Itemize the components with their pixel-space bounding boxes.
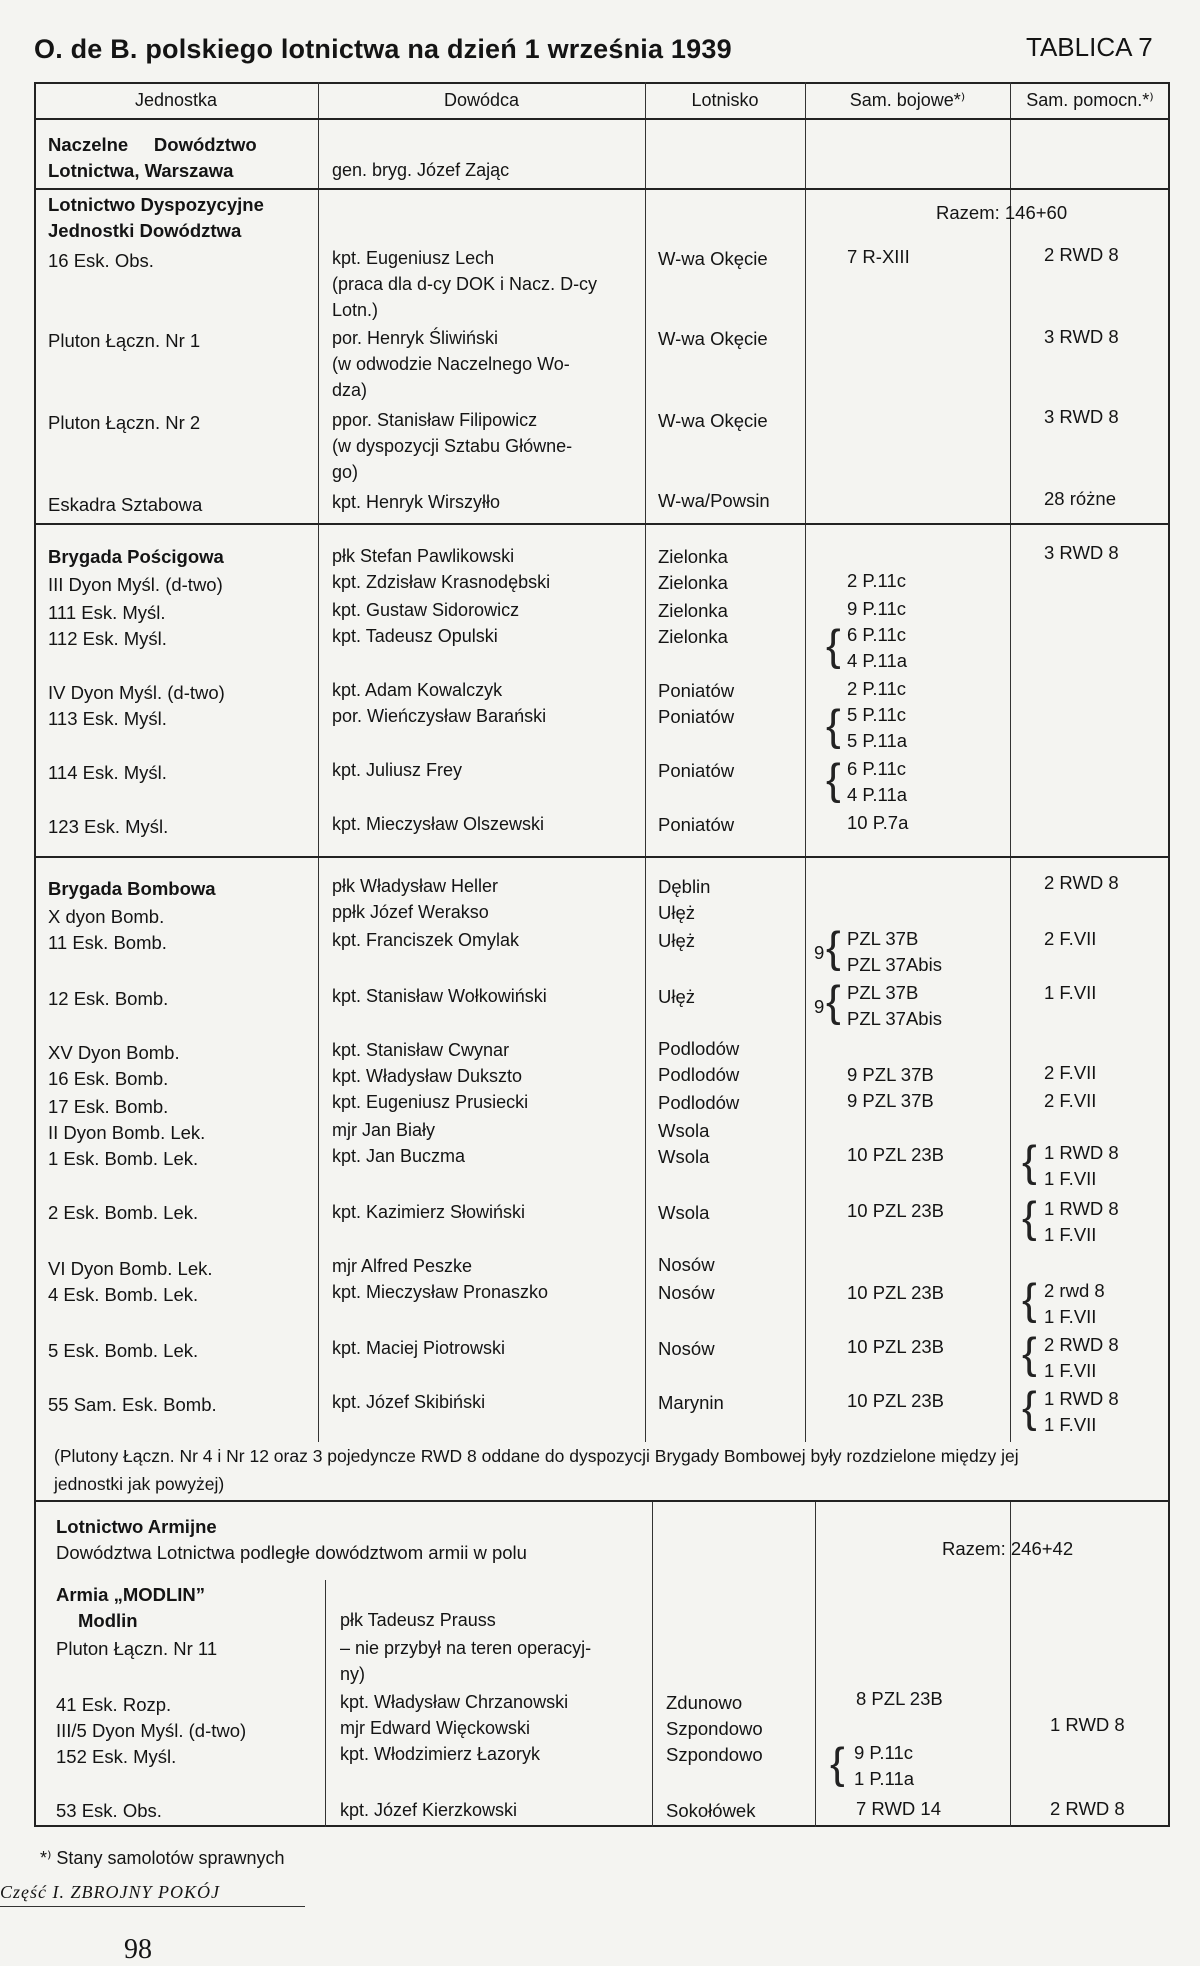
col-divider	[805, 82, 806, 1442]
unit-name: 1 Esk. Bomb. Lek.	[48, 1148, 199, 1169]
unit-name: Eskadra Sztabowa	[48, 494, 203, 515]
commander: kpt. Mieczysław Pronaszko	[332, 1282, 549, 1302]
brace-glyph: {	[830, 1739, 845, 1788]
col-header-sam-bojowe: Sam. bojowe*⁾	[849, 90, 966, 110]
unit-name: 53 Esk. Obs.	[56, 1800, 162, 1821]
combat-aircraft: 5 P.11c	[847, 704, 906, 725]
airfield: Zielonka	[658, 626, 728, 647]
combat-aircraft: 1 P.11a	[854, 1768, 915, 1789]
commander: gen. bryg. Józef Zając	[332, 160, 510, 180]
brace-glyph: {	[826, 977, 841, 1026]
commander: kpt. Józef Skibiński	[332, 1392, 486, 1412]
unit-name: 114 Esk. Myśl.	[48, 762, 167, 783]
col-header-lotnisko: Lotnisko	[691, 90, 759, 110]
commander-note: ny)	[340, 1664, 366, 1684]
col-divider	[318, 82, 319, 1442]
airfield: Nosów	[658, 1254, 715, 1275]
section-rule	[34, 523, 1170, 525]
commander-note: – nie przybył na teren operacyj-	[340, 1638, 592, 1658]
commander: kpt. Józef Kierzkowski	[340, 1800, 518, 1820]
commander: kpt. Tadeusz Opulski	[332, 626, 498, 646]
commander-note: dza)	[332, 380, 368, 400]
brace-glyph: {	[1022, 1275, 1037, 1324]
commander-note: (w odwodzie Naczelnego Wo-	[332, 354, 570, 374]
page-title: O. de B. polskiego lotnictwa na dzień 1 września 1939	[34, 34, 732, 64]
commander: płk Władysław Heller	[332, 876, 499, 896]
combat-aircraft: 2 P.11c	[847, 570, 906, 591]
airfield: Marynin	[658, 1392, 724, 1413]
airfield: Poniatów	[658, 706, 735, 727]
col-divider	[652, 1500, 653, 1827]
aux-aircraft: 2 RWD 8	[1044, 872, 1119, 893]
airfield: Ułęż	[658, 902, 696, 923]
commander: kpt. Stanisław Wołkowiński	[332, 986, 547, 1006]
airfield: Nosów	[658, 1282, 715, 1303]
razem-total: Razem: 146+60	[936, 202, 1068, 223]
commander: płk Stefan Pawlikowski	[332, 546, 515, 566]
brace-glyph: {	[1022, 1329, 1037, 1378]
section-rule	[34, 188, 1170, 190]
section-title: Lotnictwo Dyspozycyjne	[48, 194, 264, 215]
commander: kpt. Stanisław Cwynar	[332, 1040, 510, 1060]
aux-aircraft: 1 RWD 8	[1044, 1388, 1119, 1409]
commander: mjr Alfred Peszke	[332, 1256, 473, 1276]
commander-note: go)	[332, 462, 359, 482]
combat-aircraft: 10 PZL 23B	[847, 1336, 945, 1357]
combat-aircraft: PZL 37B	[847, 928, 919, 949]
commander: kpt. Franciszek Omylak	[332, 930, 520, 950]
combat-aircraft: PZL 37Abis	[847, 1008, 942, 1029]
aux-aircraft: 2 F.VII	[1044, 1062, 1097, 1083]
brace-glyph: {	[1022, 1193, 1037, 1242]
brace-glyph: {	[826, 755, 841, 804]
unit-name: 17 Esk. Bomb.	[48, 1096, 169, 1117]
combat-aircraft: 8 PZL 23B	[856, 1688, 943, 1709]
aircraft-count: 9	[814, 996, 825, 1017]
unit-name: 11 Esk. Bomb.	[48, 932, 167, 953]
aux-aircraft: 2 F.VII	[1044, 1090, 1097, 1111]
table-note: (Plutony Łączn. Nr 4 i Nr 12 oraz 3 pojedyncze RWD 8 oddane do dyspozycji Brygady Bombowej były rozdzielone między jej	[54, 1446, 1019, 1466]
airfield: Szpondowo	[666, 1744, 763, 1765]
unit-name: Lotnictwa, Warszawa	[48, 160, 234, 181]
unit-name: VI Dyon Bomb. Lek.	[48, 1258, 213, 1279]
aux-aircraft: 2 rwd 8	[1044, 1280, 1105, 1301]
section-rule	[34, 1500, 1170, 1502]
aux-aircraft: 1 F.VII	[1044, 1414, 1097, 1435]
commander-note: (w dyspozycji Sztabu Główne-	[332, 436, 573, 456]
aux-aircraft: 1 F.VII	[1044, 1168, 1097, 1189]
commander: kpt. Gustaw Sidorowicz	[332, 600, 520, 620]
unit-name: Naczelne Dowództwo	[48, 134, 257, 155]
unit-name: 55 Sam. Esk. Bomb.	[48, 1394, 217, 1415]
airfield: Podlodów	[658, 1038, 740, 1059]
unit-name: X dyon Bomb.	[48, 906, 165, 927]
aux-aircraft: 1 F.VII	[1044, 982, 1097, 1003]
unit-name: 12 Esk. Bomb.	[48, 988, 169, 1009]
airfield: W-wa/Powsin	[658, 490, 770, 511]
table-label: TABLICA 7	[1026, 32, 1153, 62]
col-header-sam-pomocn: Sam. pomocn.*⁾	[1026, 90, 1154, 110]
army-name: Armia „MODLIN”	[56, 1584, 206, 1605]
commander: kpt. Juliusz Frey	[332, 760, 463, 780]
combat-aircraft: PZL 37B	[847, 982, 919, 1003]
airfield: Podlodów	[658, 1092, 740, 1113]
combat-aircraft: 2 P.11c	[847, 678, 906, 699]
brace-glyph: {	[826, 621, 841, 670]
commander: ppłk Józef Werakso	[332, 902, 489, 922]
airfield: Poniatów	[658, 814, 735, 835]
col-divider	[645, 82, 646, 1442]
aux-aircraft: 1 RWD 8	[1044, 1142, 1119, 1163]
unit-name: 111 Esk. Myśl.	[48, 602, 166, 623]
col-divider	[815, 1500, 816, 1827]
table-note: jednostki jak powyżej)	[54, 1474, 225, 1494]
aux-aircraft: 1 F.VII	[1044, 1224, 1097, 1245]
airfield: Ułęż	[658, 986, 696, 1007]
footer-rule	[0, 1906, 305, 1907]
brace-glyph: {	[1022, 1137, 1037, 1186]
unit-name: 113 Esk. Myśl.	[48, 708, 167, 729]
combat-aircraft: 10 PZL 23B	[847, 1200, 945, 1221]
aux-aircraft: 1 RWD 8	[1050, 1714, 1125, 1735]
unit-name: 152 Esk. Myśl.	[56, 1746, 177, 1767]
aux-aircraft: 1 F.VII	[1044, 1306, 1097, 1327]
aux-aircraft: 2 F.VII	[1044, 928, 1097, 949]
commander-note: (praca dla d-cy DOK i Nacz. D-cy	[332, 274, 598, 294]
unit-name: 16 Esk. Bomb.	[48, 1068, 169, 1089]
airfield: W-wa Okęcie	[658, 248, 768, 269]
table-frame	[34, 82, 1170, 1827]
airfield: Zielonka	[658, 546, 728, 567]
section-title: Jednostki Dowództwa	[48, 220, 242, 241]
airfield: Sokołówek	[666, 1800, 756, 1821]
commander: kpt. Włodzimierz Łazoryk	[340, 1744, 541, 1764]
unit-name: 16 Esk. Obs.	[48, 250, 154, 271]
unit-name: 5 Esk. Bomb. Lek.	[48, 1340, 199, 1361]
airfield: W-wa Okęcie	[658, 328, 768, 349]
commander: kpt. Kazimierz Słowiński	[332, 1202, 526, 1222]
airfield: Nosów	[658, 1338, 715, 1359]
airfield: Wsola	[658, 1202, 710, 1223]
unit-name: 123 Esk. Myśl.	[48, 816, 169, 837]
aux-aircraft: 2 RWD 8	[1044, 1334, 1119, 1355]
aux-aircraft: 1 F.VII	[1044, 1360, 1097, 1381]
col-header-jednostka: Jednostka	[134, 90, 218, 110]
unit-name: II Dyon Bomb. Lek.	[48, 1122, 206, 1143]
airfield: Szpondowo	[666, 1718, 763, 1739]
unit-name: 2 Esk. Bomb. Lek.	[48, 1202, 199, 1223]
airfield: Zielonka	[658, 600, 728, 621]
airfield: Wsola	[658, 1120, 710, 1141]
section-rule	[34, 856, 1170, 858]
airfield: Ułęż	[658, 930, 696, 951]
aux-aircraft: 3 RWD 8	[1044, 406, 1119, 427]
combat-aircraft: 6 P.11c	[847, 624, 906, 645]
commander: kpt. Mieczysław Olszewski	[332, 814, 545, 834]
airfield: Zdunowo	[666, 1692, 743, 1713]
aux-aircraft: 2 RWD 8	[1050, 1798, 1125, 1819]
commander: kpt. Władysław Dukszto	[332, 1066, 523, 1086]
unit-name: 41 Esk. Rozp.	[56, 1694, 172, 1715]
commander: kpt. Jan Buczma	[332, 1146, 466, 1166]
combat-aircraft: 7 R-XIII	[847, 246, 910, 267]
combat-aircraft: 10 PZL 23B	[847, 1390, 945, 1411]
aux-aircraft: 28 różne	[1044, 488, 1116, 509]
brace-glyph: {	[826, 923, 841, 972]
combat-aircraft: 7 RWD 14	[856, 1798, 941, 1819]
aircraft-count: 9	[814, 942, 825, 963]
commander: kpt. Maciej Piotrowski	[332, 1338, 506, 1358]
aux-aircraft: 1 RWD 8	[1044, 1198, 1119, 1219]
airfield: Wsola	[658, 1146, 710, 1167]
army-name: Modlin	[78, 1610, 138, 1631]
combat-aircraft: 4 P.11a	[847, 784, 908, 805]
unit-name: Pluton Łączn. Nr 1	[48, 330, 201, 351]
commander: por. Henryk Śliwiński	[332, 328, 499, 348]
footnote: *⁾ Stany samolotów sprawnych	[40, 1848, 285, 1868]
unit-name: 4 Esk. Bomb. Lek.	[48, 1284, 199, 1305]
combat-aircraft: PZL 37Abis	[847, 954, 942, 975]
commander: por. Wieńczysław Barański	[332, 706, 547, 726]
combat-aircraft: 10 PZL 23B	[847, 1144, 945, 1165]
col-divider	[1010, 82, 1011, 1442]
airfield: Poniatów	[658, 760, 735, 781]
commander: kpt. Eugeniusz Lech	[332, 248, 495, 268]
unit-name: 112 Esk. Myśl.	[48, 628, 167, 649]
combat-aircraft: 9 PZL 37B	[847, 1090, 934, 1111]
commander: mjr Edward Więckowski	[340, 1718, 531, 1738]
brace-glyph: {	[1022, 1383, 1037, 1432]
airfield: W-wa Okęcie	[658, 410, 768, 431]
commander-note: Lotn.)	[332, 300, 379, 320]
page-number: 98	[124, 1934, 152, 1965]
aux-aircraft: 3 RWD 8	[1044, 542, 1119, 563]
combat-aircraft: 4 P.11a	[847, 650, 908, 671]
section-subtitle: Dowództwa Lotnictwa podległe dowództwom armii w polu	[56, 1542, 527, 1563]
header-rule	[34, 118, 1170, 120]
col-divider	[325, 1580, 326, 1827]
brace-glyph: {	[826, 701, 841, 750]
unit-name: Pluton Łączn. Nr 2	[48, 412, 201, 433]
combat-aircraft: 10 PZL 23B	[847, 1282, 945, 1303]
section-title: Lotnictwo Armijne	[56, 1516, 217, 1537]
col-header-dowodca: Dowódca	[443, 90, 520, 110]
unit-name: III/5 Dyon Myśl. (d-two)	[56, 1720, 247, 1741]
aux-aircraft: 2 RWD 8	[1044, 244, 1119, 265]
running-head: Część I. ZBROJNY POKÓJ	[0, 1882, 220, 1902]
commander: kpt. Henryk Wirszyłło	[332, 492, 501, 512]
airfield: Dęblin	[658, 876, 711, 897]
commander: kpt. Władysław Chrzanowski	[340, 1692, 569, 1712]
commander: ppor. Stanisław Filipowicz	[332, 410, 538, 430]
combat-aircraft: 10 P.7a	[847, 812, 909, 833]
unit-name: Brygada Pościgowa	[48, 546, 224, 567]
commander: kpt. Zdzisław Krasnodębski	[332, 572, 551, 592]
airfield: Podlodów	[658, 1064, 740, 1085]
commander: kpt. Eugeniusz Prusiecki	[332, 1092, 529, 1112]
combat-aircraft: 9 P.11c	[854, 1742, 913, 1763]
aux-aircraft: 3 RWD 8	[1044, 326, 1119, 347]
combat-aircraft: 9 PZL 37B	[847, 1064, 934, 1085]
combat-aircraft: 9 P.11c	[847, 598, 906, 619]
unit-name: III Dyon Myśl. (d-two)	[48, 574, 223, 595]
airfield: Zielonka	[658, 572, 728, 593]
unit-name: IV Dyon Myśl. (d-two)	[48, 682, 225, 703]
combat-aircraft: 5 P.11a	[847, 730, 908, 751]
unit-name: Brygada Bombowa	[48, 878, 216, 899]
commander: kpt. Adam Kowalczyk	[332, 680, 503, 700]
airfield: Poniatów	[658, 680, 735, 701]
razem-total: Razem: 246+42	[942, 1538, 1074, 1559]
commander: mjr Jan Biały	[332, 1120, 436, 1140]
combat-aircraft: 6 P.11c	[847, 758, 906, 779]
unit-name: Pluton Łączn. Nr 11	[56, 1638, 218, 1659]
commander: płk Tadeusz Prauss	[340, 1610, 496, 1630]
unit-name: XV Dyon Bomb.	[48, 1042, 180, 1063]
